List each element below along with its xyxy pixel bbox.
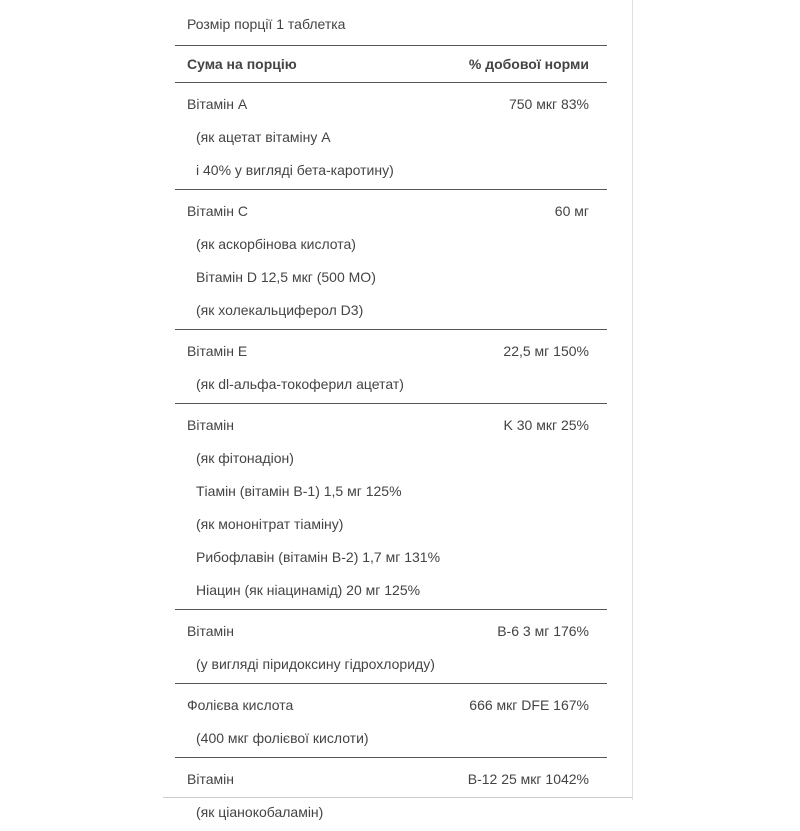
nutrient-group (175, 334, 607, 404)
nutrient-note: і 40% у вигляді бета-каротину) (196, 161, 394, 178)
nutrient-name: Вітамін (187, 416, 234, 433)
nutrient-group (175, 87, 607, 190)
nutrient-row (175, 334, 607, 367)
nutrient-note: (у вигляді піридоксину гідрохлориду) (196, 655, 435, 672)
nutrient-value: K 30 мкг 25% (503, 416, 589, 433)
nutrient-row (175, 688, 607, 721)
right-divider (632, 0, 633, 800)
nutrient-value: 60 мг (554, 202, 589, 219)
bottom-divider (163, 797, 633, 798)
nutrient-name: Фолієва кислота (187, 696, 294, 713)
nutrient-name: Вітамін E (187, 342, 248, 359)
nutrient-name: Вітамін C (187, 202, 248, 219)
nutrient-note: (як мононітрат тіаміну) (196, 515, 344, 532)
nutrient-note: (як холекальциферол D3) (196, 301, 364, 318)
nutrient-value: 750 мкг 83% (508, 95, 589, 112)
nutrient-value: B-12 25 мкг 1042% (467, 770, 589, 787)
nutrient-row (175, 87, 607, 120)
nutrient-note: (400 мкг фолієвої кислоти) (196, 729, 369, 746)
nutrient-row (175, 408, 607, 441)
nutrient-note: Вітамін D 12,5 мкг (500 МО) (196, 268, 376, 285)
serving-size: Розмір порції 1 таблетка (175, 0, 607, 46)
nutrient-name: Вітамін (187, 770, 234, 787)
nutrient-name: Вітамін (187, 622, 234, 639)
nutrient-note: Рибофлавін (вітамін B-2) 1,7 мг 131% (196, 548, 441, 565)
header-amount-per-serving: Сума на порцію (187, 56, 297, 72)
nutrient-value: 22,5 мг 150% (503, 342, 589, 359)
nutrient-note: (як фітонадіон) (196, 449, 294, 466)
nutrient-note: Ніацин (як ніацинамід) 20 мг 125% (196, 581, 421, 598)
header-daily-value: % добової норми (468, 56, 589, 72)
nutrient-group (175, 688, 607, 758)
nutrient-value: B-6 3 мг 176% (497, 622, 589, 639)
nutrient-note: (як dl-альфа-токоферил ацетат) (196, 375, 404, 392)
nutrient-name: Вітамін A (187, 95, 248, 112)
nutrient-value: 666 мкг DFE 167% (469, 696, 589, 713)
nutrient-group (175, 762, 607, 828)
nutrient-row (175, 614, 607, 647)
nutrition-table (175, 0, 607, 831)
nutrient-group (175, 194, 607, 330)
nutrient-note: Тіамін (вітамін B-1) 1,5 мг 125% (196, 482, 402, 499)
nutrient-note: (як ацетат вітаміну A (196, 128, 331, 145)
nutrient-row (175, 762, 607, 795)
nutrient-group (175, 408, 607, 610)
table-header (175, 46, 607, 83)
nutrient-note: (як аскорбінова кислота) (196, 235, 356, 252)
nutrient-group (175, 614, 607, 684)
nutrient-row (175, 194, 607, 227)
nutrient-note: (як ціанокобаламін) (196, 803, 324, 820)
